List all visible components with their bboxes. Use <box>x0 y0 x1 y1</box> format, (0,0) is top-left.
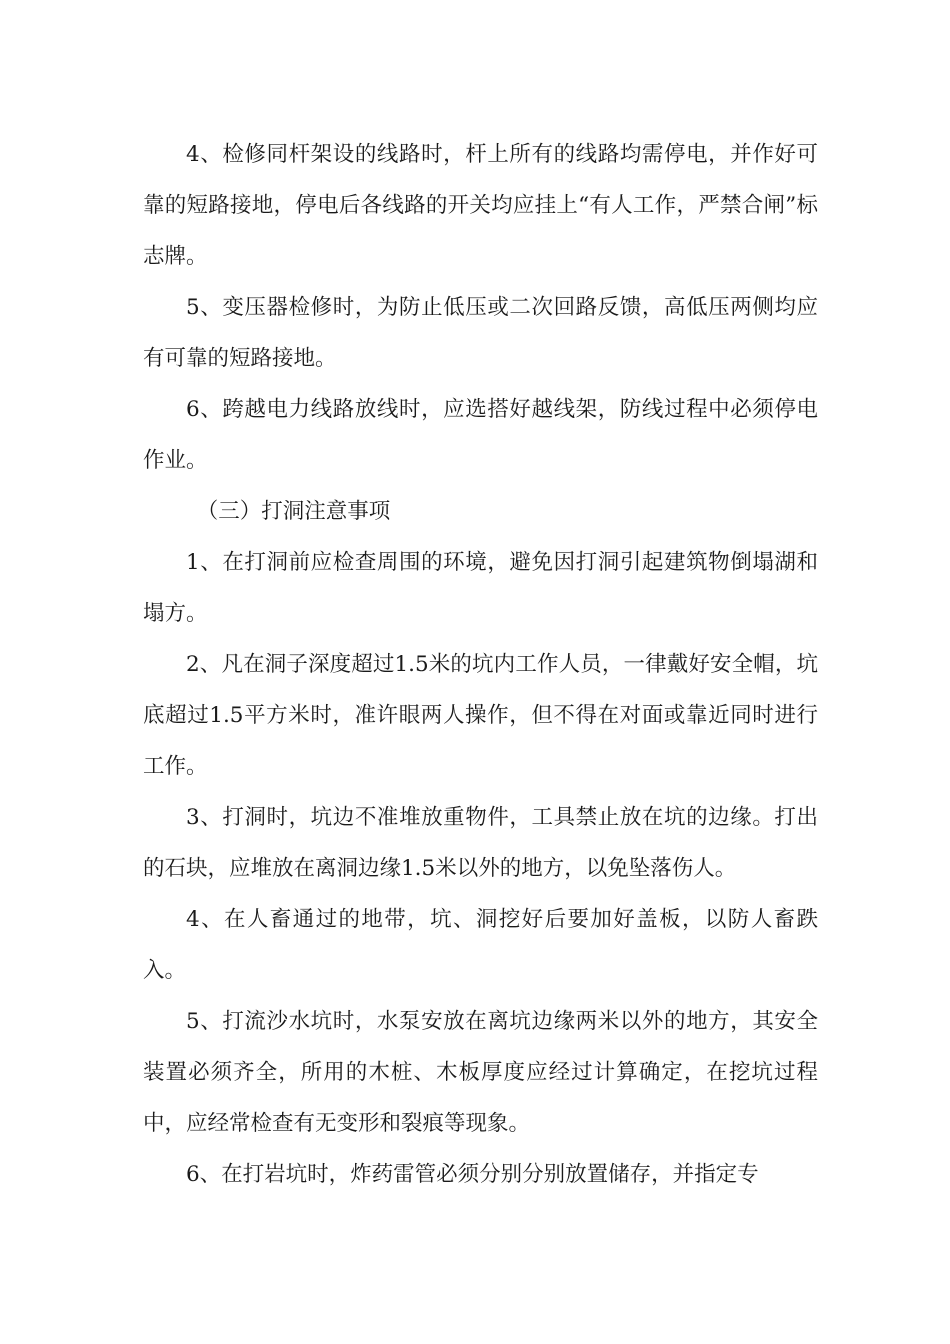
section-heading: （三）打洞注意事项 <box>196 499 391 524</box>
paragraph-crossing-6: 6、跨越电力线路放线时，应选搭好越线架，防线过程中必须停电作业。 <box>143 397 818 473</box>
paragraph-transformer-5: 5、变压器检修时，为防止低压或二次回路反馈，高低压两侧均应有可靠的短路接地。 <box>143 295 818 371</box>
paragraph-drilling-3: 3、打洞时，坑边不准堆放重物件，工具禁止放在坑的边缘。打出的石块，应堆放在离洞边缘1.5米以外的地方，以免坠落伤人。 <box>143 805 818 881</box>
document-page <box>143 129 818 1200</box>
paragraph-drilling-2: 2、凡在洞子深度超过1.5米的坑内工作人员，一律戴好安全帽，坑底超过1.5平方米时，准许眼两人操作，但不得在对面或靠近同时进行工作。 <box>143 652 818 779</box>
paragraph-drilling-1: 1、在打洞前应检查周围的环境，避免因打洞引起建筑物倒塌湖和塌方。 <box>143 550 818 626</box>
paragraph-drilling-6: 6、在打岩坑时，炸药雷管必须分别分别放置储存，并指定专 <box>186 1162 759 1187</box>
paragraph-drilling-4: 4、在人畜通过的地带，坑、洞挖好后要加好盖板，以防人畜跌入。 <box>143 907 818 983</box>
paragraph-power-line-4: 4、检修同杆架设的线路时，杆上所有的线路均需停电，并作好可靠的短路接地，停电后各线路的开关均应挂上“有人工作，严禁合闸”标志牌。 <box>143 142 818 269</box>
paragraph-drilling-5: 5、打流沙水坑时，水泵安放在离坑边缘两米以外的地方，其安全装置必须齐全，所用的木桩、木板厚度应经过计算确定，在挖坑过程中，应经常检查有无变形和裂痕等现象。 <box>143 1009 818 1136</box>
